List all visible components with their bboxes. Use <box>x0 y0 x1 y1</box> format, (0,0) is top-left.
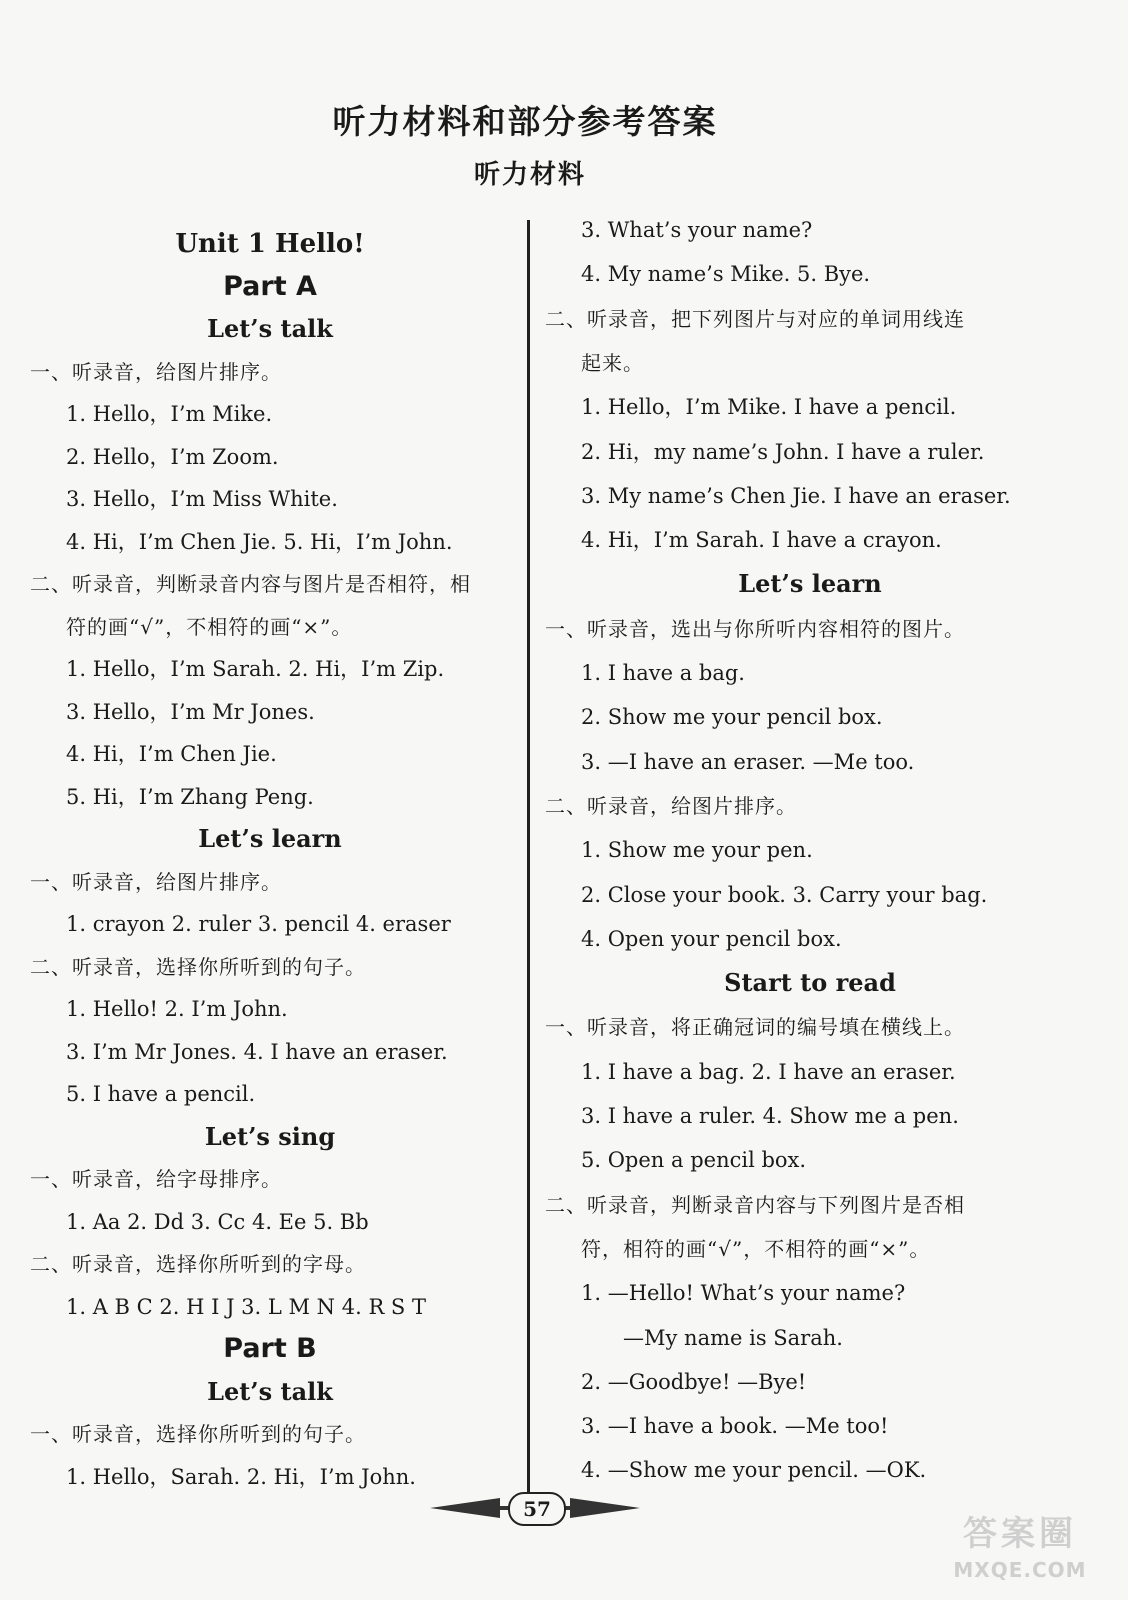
watermark-url: MXQE.COM <box>953 1558 1087 1582</box>
item-line: 4. —Show me your pencil. —OK. <box>581 1458 927 1483</box>
item-line: 5. I have a pencil. <box>66 1082 256 1106</box>
item-line: 1. I have a bag. 2. I have an eraser. <box>581 1059 956 1084</box>
item-line: 1. Hello，I’m Sarah. 2. Hi，I’m Zip. <box>66 657 445 681</box>
item-line: 2. Hello，I’m Zoom. <box>66 444 279 469</box>
item-line: 3. —I have an eraser. —Me too. <box>581 749 915 774</box>
column-divider <box>527 220 530 1510</box>
section-line: Let’s talk <box>207 314 333 343</box>
question-line: 一、听录音，选择你所听到的句子。 <box>30 1422 366 1446</box>
item-line: 1. Hello! 2. I’m John. <box>66 997 288 1021</box>
item-line: 4. My name’s Mike. 5. Bye. <box>581 262 871 287</box>
section-line: Let’s learn <box>738 569 882 599</box>
question-line: 二、听录音，给图片排序。 <box>545 793 797 818</box>
watermark-logo-text: 答案圈 <box>963 1514 1077 1554</box>
item-line: 1. —Hello! What’s your name? <box>581 1281 906 1306</box>
section-line: Let’s talk <box>207 1376 333 1406</box>
item-line: 2. Hi，my name’s John. I have a ruler. <box>581 439 985 464</box>
item-line: 1. I have a bag. <box>581 661 745 685</box>
question-line: 二、听录音，判断录音内容与下列图片是否相 <box>545 1192 965 1217</box>
item-line: 2. —Goodbye! —Bye! <box>581 1369 807 1394</box>
item-line: 3. What’s your name? <box>581 218 813 242</box>
item-line: 5. Hi，I’m Zhang Peng. <box>66 784 314 809</box>
item-line: 3. I’m Mr Jones. 4. I have an eraser. <box>66 1039 448 1064</box>
item-line: —My name is Sarah. <box>623 1325 843 1350</box>
item-line: 4. Hi，I’m Chen Jie. <box>66 742 277 766</box>
item-line: 3. Hello，I’m Miss White. <box>66 487 338 511</box>
question-line: 二、听录音，判断录音内容与图片是否相符，相 <box>30 572 471 596</box>
item-line: 1. Show me your pen. <box>581 838 813 863</box>
item-line: 1. Hello，I’m Mike. I have a pencil. <box>581 395 957 420</box>
part-line: Part B <box>223 1333 317 1364</box>
section-line: Let’s learn <box>198 824 342 853</box>
item-line: 2. Close your book. 3. Carry your bag. <box>581 882 988 907</box>
item-line: 1. A B C 2. H I J 3. L M N 4. R S T <box>66 1294 426 1319</box>
item-line: 3. Hello，I’m Mr Jones. <box>66 699 315 724</box>
unit-line: Unit 1 Hello! <box>175 229 365 259</box>
question-line: 二、听录音，选择你所听到的句子。 <box>30 954 366 979</box>
page-footer <box>430 1488 640 1528</box>
question-line: 符，相符的画“√”，不相符的画“×”。 <box>581 1236 931 1261</box>
item-line: 4. Open your pencil box. <box>581 926 842 951</box>
question-line: 一、听录音，将正确冠词的编号填在横线上。 <box>545 1015 965 1040</box>
section-line: Let’s sing <box>204 1121 336 1151</box>
question-line: 一、听录音，给图片排序。 <box>30 359 282 384</box>
item-line: 2. Show me your pencil box. <box>581 705 883 730</box>
question-line: 起来。 <box>581 350 644 375</box>
page-title: 听力材料和部分参考答案 <box>332 102 718 141</box>
question-line: 二、听录音，选择你所听到的字母。 <box>30 1252 366 1276</box>
item-line: 1. Aa 2. Dd 3. Cc 4. Ee 5. Bb <box>66 1209 369 1234</box>
page-subtitle: 听力材料 <box>473 160 586 190</box>
item-line: 1. crayon 2. ruler 3. pencil 4. eraser <box>66 912 451 936</box>
part-line: Part A <box>223 270 317 302</box>
section-line: Start to read <box>724 968 896 998</box>
item-line: 4. Hi，I’m Sarah. I have a crayon. <box>581 528 942 553</box>
item-line: 3. My name’s Chen Jie. I have an eraser. <box>581 483 1011 508</box>
page-number: 57 <box>508 1492 566 1526</box>
item-line: 3. I have a ruler. 4. Show me a pen. <box>581 1104 959 1128</box>
question-line: 符的画“√”，不相符的画“×”。 <box>66 614 353 639</box>
question-line: 二、听录音，把下列图片与对应的单词用线连 <box>545 306 965 331</box>
question-line: 一、听录音，选出与你所听内容相符的图片。 <box>545 616 965 641</box>
item-line: 3. —I have a book. —Me too! <box>581 1414 889 1439</box>
item-line: 5. Open a pencil box. <box>581 1148 807 1173</box>
question-line: 一、听录音，给图片排序。 <box>30 869 282 894</box>
question-line: 一、听录音，给字母排序。 <box>30 1167 282 1191</box>
item-line: 4. Hi，I’m Chen Jie. 5. Hi，I’m John. <box>66 529 453 554</box>
item-line: 1. Hello，I’m Mike. <box>66 402 273 426</box>
watermark <box>920 1512 1120 1592</box>
item-line: 1. Hello，Sarah. 2. Hi，I’m John. <box>66 1464 416 1489</box>
